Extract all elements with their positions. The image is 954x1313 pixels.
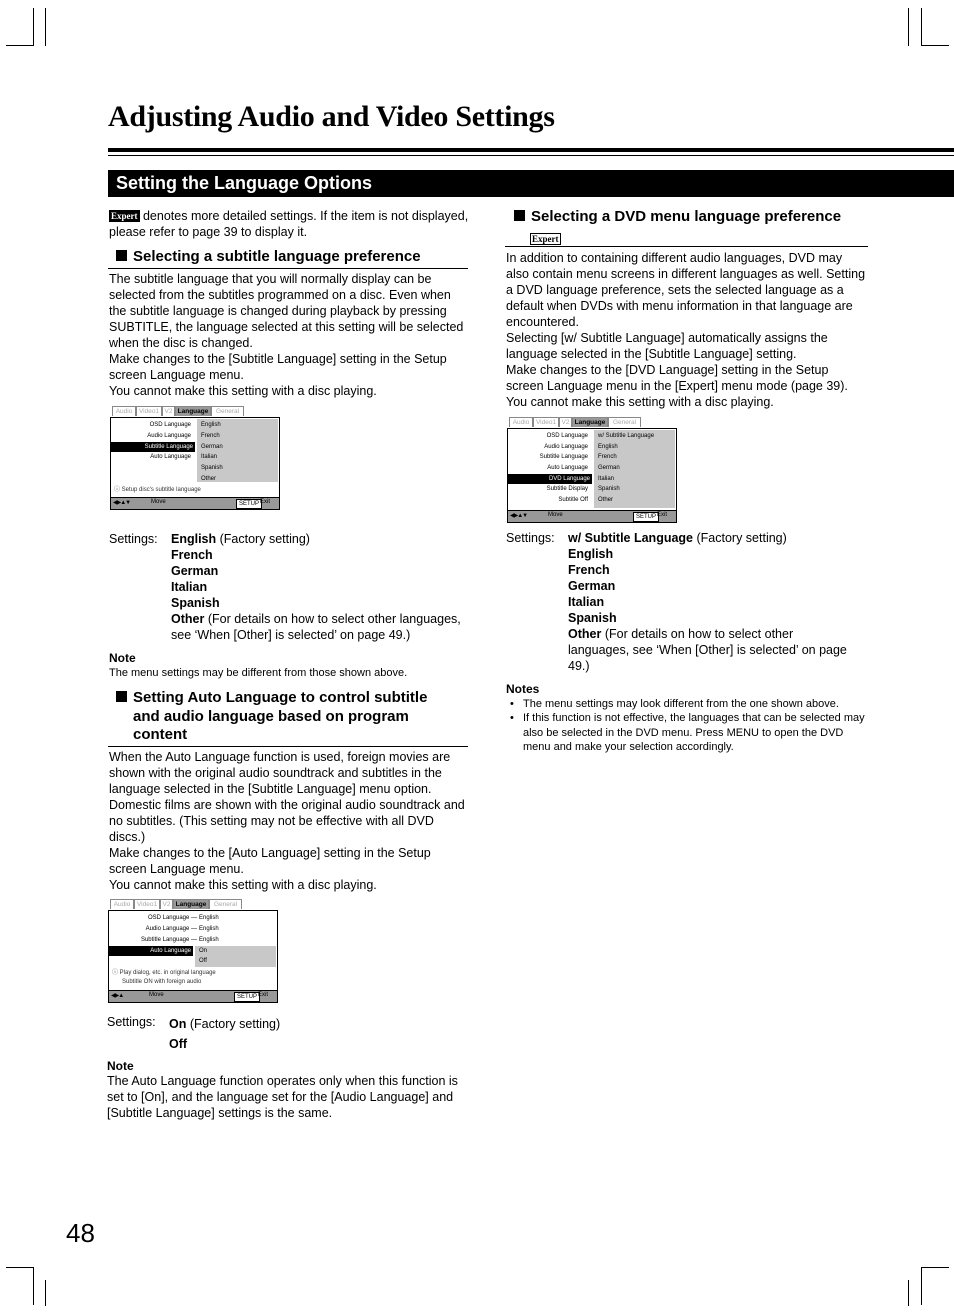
expert-icon: Expert [532,234,559,244]
page-number: 48 [66,1218,95,1248]
menu-option: German [201,444,223,450]
crop-mark [908,1280,909,1306]
dvd-body: In addition to containing different audio languages, DVD may also contain menu screens in different languages as well. Setting a DVD language preference, sets the selected language as a default when DVDs with menu information in that language are encountered. Selecting [w/ Subtitle Language] automatically assigns the language selected in the [Subtitle Language] setting. Make changes to the [DVD Language] setting in the Setup screen Language menu in the [Expert] menu mode (page 39). You cannot make this setting with a disc playing. [506,251,866,409]
menu-info: Subtitle ON with foreign audio [122,979,202,985]
crop-mark [6,45,34,46]
auto-heading: Setting Auto Language to control subtitle and audio language based on program content [116,689,468,745]
setting-option: On (Factory setting) [169,1017,281,1031]
square-bullet-icon [514,210,525,221]
tab-v2: V2 [559,417,572,427]
setting-option: English [568,547,614,561]
tab-audio: Audio [110,899,134,909]
menu-label: Audio Language — [145,926,197,932]
crop-mark [33,8,34,46]
menu-option: Spanish [598,486,620,492]
square-bullet-icon [116,250,127,261]
expert-icon: Expert [111,211,138,221]
crop-mark [921,8,922,46]
setting-option: Other (For details on how to select other languages, [171,612,461,626]
menu-option: Italian [201,454,218,460]
menu-label: Audio Language [147,433,191,439]
crop-mark [33,1267,34,1305]
options-panel [195,946,276,967]
menu-option: On [199,948,208,954]
setup-key-icon: SETUP [234,992,260,1002]
menu-label: Auto Language [150,454,191,460]
expert-note-text: denotes more detailed settings. If the item is not displayed, please refer to page 39 to display it. [109,209,469,239]
setting-option: German [171,564,219,578]
square-bullet-icon [116,691,127,702]
dvd-settings [506,530,868,676]
note-heading: Note [107,1059,134,1073]
menu-option: English [598,444,618,450]
subtitle-heading-text: Selecting a subtitle language preference [133,248,421,265]
notes-heading: Notes [506,682,540,696]
menu-option: w/ Subtitle Language [598,433,655,439]
move-label: Move [149,992,164,998]
auto-body: When the Auto Language function is used, foreign movies are shown with the original audio soundtrack and subtitles in the language selected in the [Subtitle Language] menu option. Domestic films are shown with the original audio soundtrack and no subtitles. (This setting may not be effective with all DVD discs.) Make changes to the [Auto Language] setting in the Setup screen Language menu. You cannot make this setting with a disc playing. [109,750,465,892]
setting-option: w/ Subtitle Language (Factory setting) [568,531,787,545]
note-text: The Auto Language function operates only when this function is set to [On], and the language set for the [Audio Language] and [Subtitle Language] settings is the same. [107,1074,458,1120]
exit-label: Exit [260,499,271,505]
settings-values [568,530,847,674]
subtitle-settings [109,531,471,643]
menu-label: OSD Language [546,433,588,439]
menu-label: Subtitle Language [539,454,588,460]
settings-label: Settings: [109,532,158,546]
menu-option: Italian [598,476,615,482]
crop-mark [6,1267,34,1268]
menu-option: Other [201,476,217,482]
note-text: The menu settings may be different from those shown above. [109,667,408,679]
menu-footer [111,497,279,509]
menu-label: Subtitle Language — [140,937,197,943]
setting-option: Italian [171,580,208,594]
setting-option-continued: see ‘When [Other] is selected’ on page 49.) [171,628,411,642]
dvd-heading-text: Selecting a DVD menu language preference [531,208,842,225]
menu-value: English [199,937,219,943]
tab-general: General [608,417,641,427]
crop-mark [921,45,949,46]
menu-label-selected: Auto Language [109,946,193,956]
tab-audio: Audio [112,406,136,416]
menu-value: English [199,926,219,932]
exit-label: Exit [258,992,269,998]
menu-label: OSD Language — [147,915,197,921]
tab-audio: Audio [509,417,533,427]
menu-info: ⓘ Setup disc's subtitle language [114,487,201,493]
move-label: Move [151,499,166,505]
menu-label: Auto Language [547,465,588,471]
dvd-heading [514,208,841,227]
tab-language: Language [173,899,209,909]
tab-language: Language [175,406,211,416]
crop-mark [908,8,909,46]
tab-video1: Video1 [136,406,162,416]
note-item: • If this function is not effective, the languages that can be selected may also be selected in the DVD menu. Press MENU to open the DVD menu and make your selection accordingly. [510,712,865,753]
menu-info: ⓘ Play dialog, etc. in original language [112,970,216,976]
crop-mark [45,8,46,46]
crop-mark [921,1267,949,1268]
menu-label: Subtitle Display [546,486,588,492]
title-rule-thin [108,155,954,156]
divider [108,746,468,747]
menu-info-text: Setup disc's subtitle language [121,487,201,493]
menu-box [507,428,677,523]
subtitle-body: The subtitle language that you will normally display can be selected from the subtitles programmed on a disc. Even when the subtitle language is changed during playback by pressing SUBTITLE, the language selected at this setting will be selected when the disc is changed. Make changes to the [Subtitle Language] setting in the Setup screen Language menu. You cannot make this setting with a disc playing. [109,272,464,398]
settings-label: Settings: [506,531,555,545]
menu-box [110,417,280,510]
dvd-language-menu-screen [507,417,677,523]
menu-label: OSD Language [149,422,191,428]
note-item: • The menu settings may look different from the one shown above. [510,698,839,710]
arrow-keys-icon: ◀▶▲▼ [113,500,131,506]
tab-video1: Video1 [533,417,559,427]
settings-label: Settings: [107,1015,156,1029]
section-header [108,170,954,197]
menu-label-selected: Subtitle Language [111,442,195,452]
setting-option: Other (For details on how to select other [568,627,794,641]
menu-option: Spanish [201,465,223,471]
menu-footer [508,510,676,522]
menu-option: Off [199,958,207,964]
menu-label: Audio Language [544,444,588,450]
arrow-keys-icon: ◀▶▲▼ [510,513,528,519]
auto-settings [107,1014,469,1054]
menu-box [108,910,278,1003]
menu-option: French [201,433,220,439]
setup-key-icon: SETUP [236,499,262,509]
setup-key-icon: SETUP [633,512,659,522]
section-title: Setting the Language Options [116,173,372,193]
settings-values [169,1014,280,1054]
setting-option: French [171,548,213,562]
subtitle-heading [116,248,421,267]
menu-label-selected: DVD Language [508,474,592,484]
divider [108,268,468,269]
auto-language-menu-screen [108,899,278,1003]
page-title: Adjusting Audio and Video Settings [108,100,555,133]
crop-mark [45,1280,46,1306]
menu-option: Other [598,497,614,503]
title-rule [108,148,954,152]
setting-option: Off [169,1037,188,1051]
note-heading: Note [109,651,136,665]
menu-option: English [201,422,221,428]
setting-option-continued: 49.) [568,659,590,673]
menu-label: Subtitle Off [558,497,588,503]
exit-label: Exit [657,512,668,518]
setting-option: English (Factory setting) [171,532,310,546]
setting-option: Italian [568,595,605,609]
expert-note [109,208,469,240]
setting-option: Spanish [568,611,617,625]
menu-footer [109,990,277,1002]
arrow-keys-icon: ◀▶▲ [111,993,124,999]
tab-general: General [211,406,244,416]
menu-option: French [598,454,617,460]
menu-value: English [199,915,219,921]
menu-option: German [598,465,620,471]
setting-option: French [568,563,610,577]
tab-video1: Video1 [134,899,160,909]
setting-option: Spanish [171,596,220,610]
tab-language: Language [572,417,608,427]
setting-option-continued: languages, see ‘When [Other] is selected’ on page [568,643,847,657]
tab-general: General [209,899,242,909]
divider [505,246,868,247]
tab-v2: V2 [160,899,173,909]
setting-option: German [568,579,616,593]
crop-mark [921,1267,922,1305]
settings-values [171,531,461,643]
tab-v2: V2 [162,406,175,416]
subtitle-menu-screen [110,406,280,510]
move-label: Move [548,512,563,518]
